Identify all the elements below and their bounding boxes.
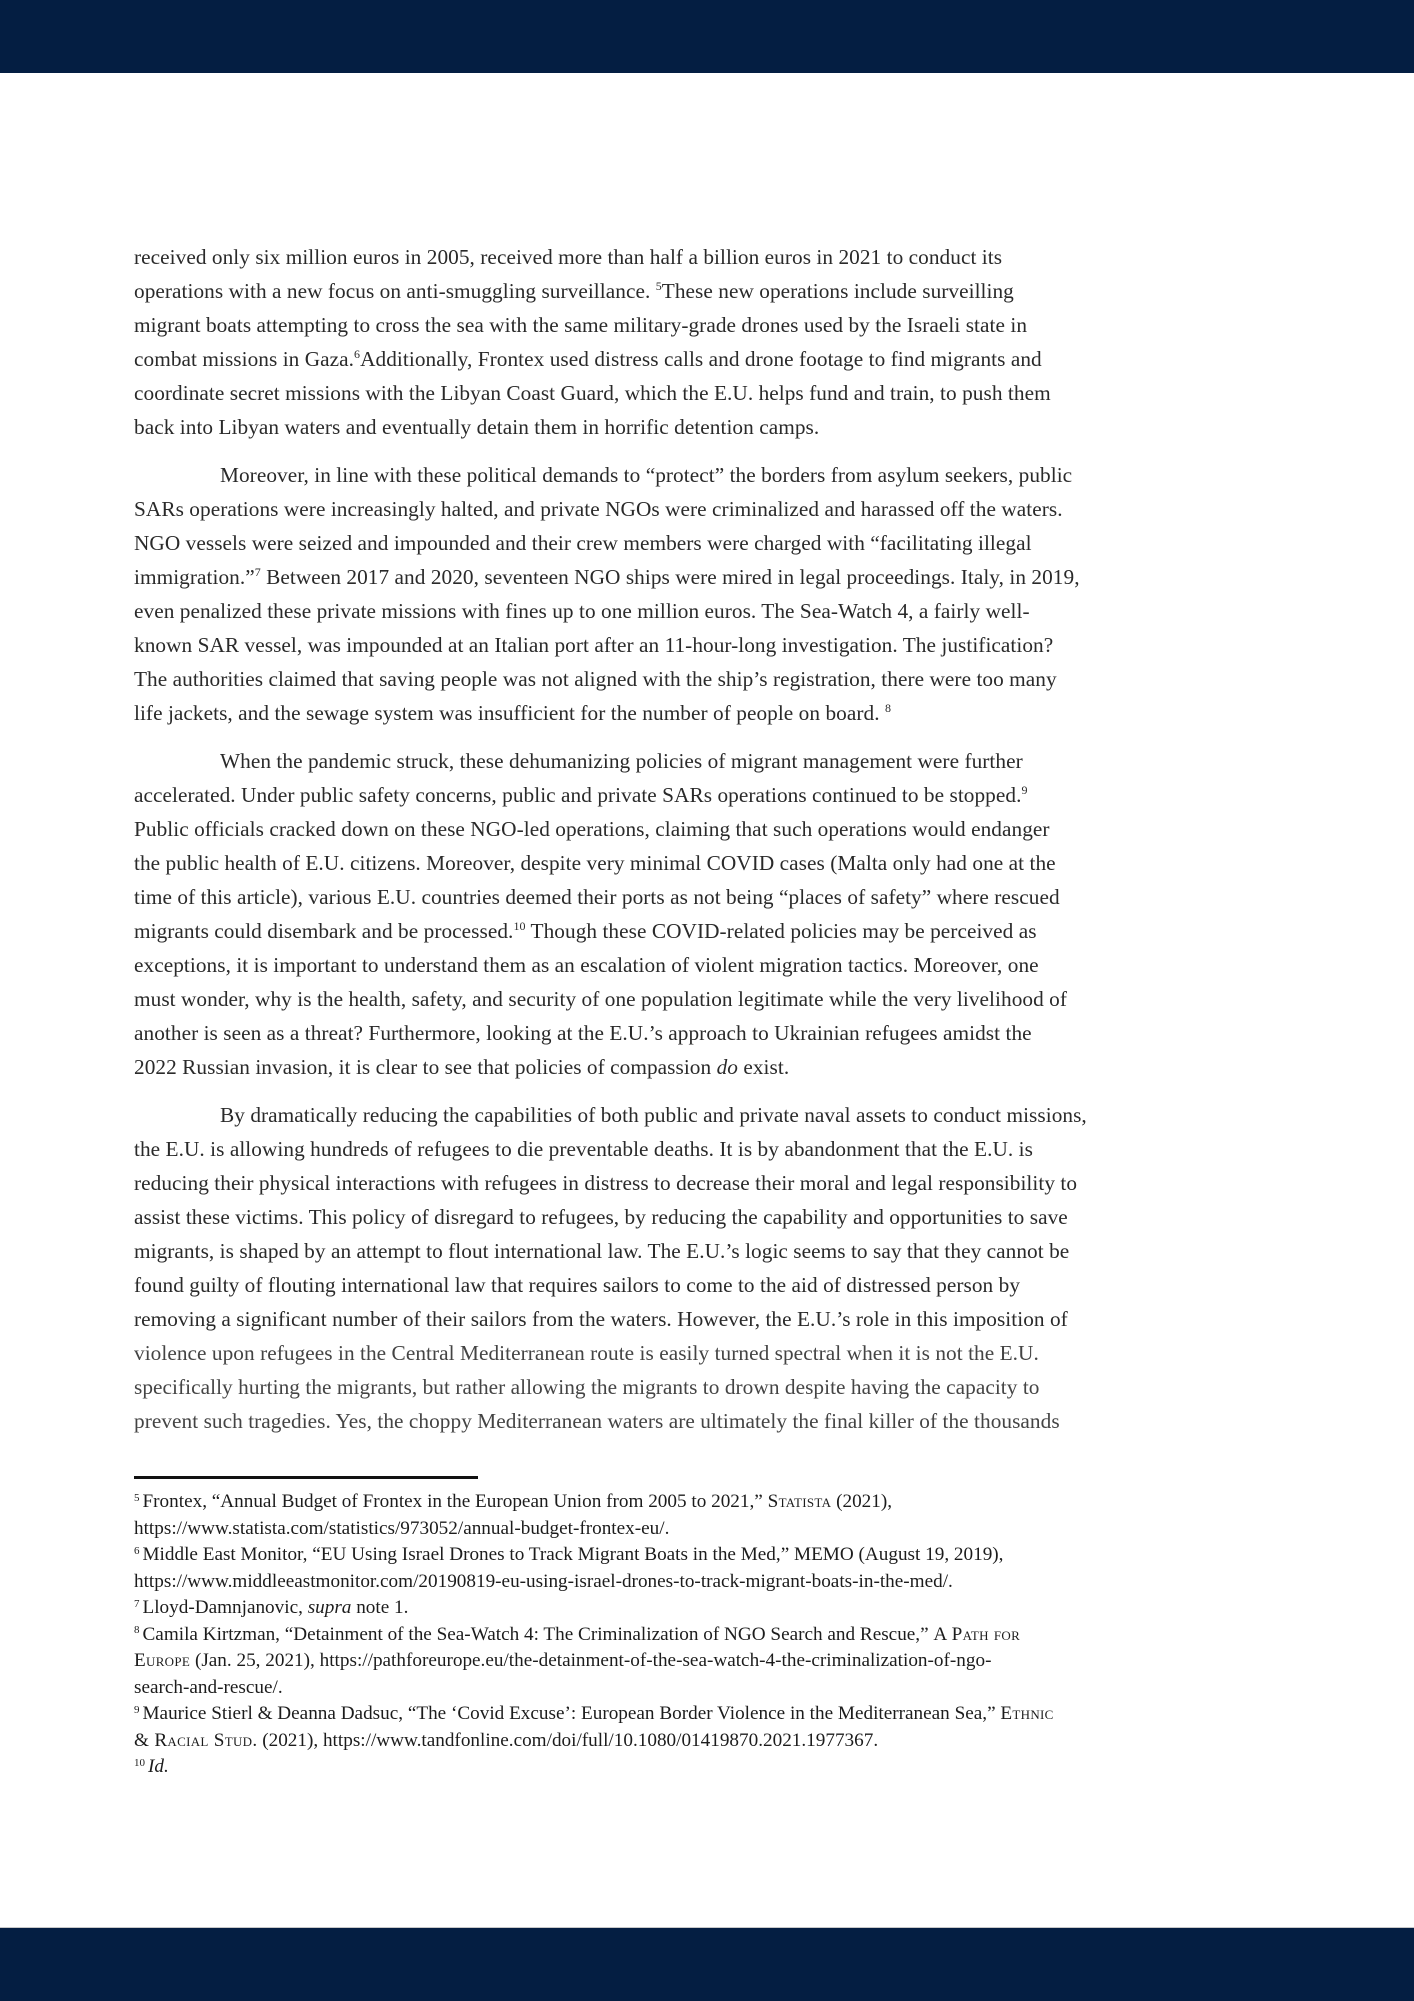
footnote-ref-8[interactable]: 8 xyxy=(884,701,892,716)
footnote-ref-9[interactable]: 9 xyxy=(1021,783,1028,798)
text-line: NGO vessels were seized and impounded and their crew members were charged with “facilitating illegal xyxy=(134,531,1032,555)
text-line: By dramatically reducing the capabilities of both public and private naval assets to conduct missions, xyxy=(220,1103,1087,1127)
text-line: migrants, is shaped by an attempt to flout international law. The E.U.’s logic seems to say that they cannot be xyxy=(134,1239,1070,1263)
footnote-line xyxy=(134,1728,1274,1755)
footnote-number: 8 xyxy=(134,1624,140,1637)
footnote-line xyxy=(134,1648,1274,1675)
footnote-url[interactable]: (Jan. 25, 2021), https://pathforeurope.eu/the-detainment-of-the-sea-watch-4-the-criminalization-of-ngo- xyxy=(190,1650,992,1671)
footnote-8 xyxy=(134,1622,1274,1702)
text-segment: note 1. xyxy=(351,1597,409,1618)
text-segment: Frontex, “Annual Budget of Frontex in the European Union from 2005 to 2021,” xyxy=(142,1491,768,1512)
footnote-ref-10[interactable]: 10 xyxy=(513,919,526,934)
text-segment: Camila Kirtzman, “Detainment of the Sea-Watch 4: The Criminalization of NGO Search and Rescue,” xyxy=(142,1623,934,1645)
text-line: coordinate secret missions with the Libyan Coast Guard, which the E.U. helps fund and train, to push them xyxy=(134,381,1051,405)
text-line xyxy=(134,914,1250,948)
text-line: the public health of E.U. citizens. Moreover, despite very minimal COVID cases (Malta only had one at the xyxy=(134,851,1056,875)
text-line: found guilty of flouting international law that requires sailors to come to the aid of distressed person by xyxy=(134,1273,1021,1297)
footnote-5 xyxy=(134,1489,1274,1542)
footnote-7 xyxy=(134,1595,1274,1622)
text-segment: combat missions in Gaza. xyxy=(134,347,355,371)
text-line: assist these victims. This policy of disregard to refugees, by reducing the capability and opportunities to save xyxy=(134,1205,1068,1229)
footnote-number: 6 xyxy=(134,1544,140,1557)
text-segment: (2021), xyxy=(831,1491,893,1512)
footnote-line xyxy=(134,1595,1274,1622)
text-segment: Lloyd-Damnjanovic, xyxy=(142,1597,308,1618)
text-line: migrant boats attempting to cross the sea with the same military-grade drones used by the Israeli state in xyxy=(134,313,1028,337)
text-line: must wonder, why is the health, safety, and security of one population legitimate while the very livelihood of xyxy=(134,987,1068,1011)
footnote-url[interactable]: search-and-rescue/. xyxy=(134,1676,283,1698)
text-line: prevent such tragedies. Yes, the choppy Mediterranean waters are ultimately the final killer of the thousands xyxy=(134,1409,1060,1433)
text-line: SARs operations were increasingly halted, and private NGOs were criminalized and harassed off the waters. xyxy=(134,497,1063,521)
emphasis-text: do xyxy=(716,1055,738,1079)
footnote-line xyxy=(134,1701,1274,1728)
text-line: received only six million euros in 2005, received more than half a billion euros in 2021 to conduct its xyxy=(134,245,1003,269)
footnote-number: 9 xyxy=(134,1703,140,1716)
text-line xyxy=(134,560,1250,594)
text-line: Moreover, in line with these political demands to “protect” the borders from asylum seekers, public xyxy=(220,463,1073,487)
text-line xyxy=(134,696,1250,730)
footnote-url[interactable]: https://www.statista.com/statistics/973052/annual-budget-frontex-eu/. xyxy=(134,1517,670,1539)
text-line: Public officials cracked down on these NGO-led operations, claiming that such operations would endanger xyxy=(134,817,1050,841)
paragraph-1 xyxy=(134,240,1250,444)
text-segment: Though these COVID-related policies may be perceived as xyxy=(525,919,1037,943)
text-line: exceptions, it is important to understand them as an escalation of violent migration tactics. Moreover, one xyxy=(134,953,1039,977)
emphasis-text: supra xyxy=(307,1597,352,1618)
paragraph-2 xyxy=(134,458,1250,730)
footnotes xyxy=(134,1489,1274,1781)
text-segment: exist. xyxy=(737,1055,790,1079)
footnote-url[interactable]: (2021), https://www.tandfonline.com/doi/full/10.1080/01419870.2021.1977367. xyxy=(257,1729,879,1751)
journal-name: Statista xyxy=(767,1491,832,1512)
text-segment: Maurice Stierl & Deanna Dadsuc, “The ‘Covid Excuse’: European Border Violence in the Mediterranean Sea,” xyxy=(142,1703,1001,1724)
footnote-line xyxy=(134,1622,1274,1649)
footnote-ref-5[interactable]: 5 xyxy=(655,279,662,294)
footnote-line xyxy=(134,1542,1274,1569)
footnote-10 xyxy=(134,1754,1274,1781)
text-segment: These new operations include surveilling xyxy=(661,279,1014,303)
journal-name: & Racial Stud. xyxy=(134,1729,258,1751)
text-line xyxy=(134,342,1250,376)
text-segment: Middle East Monitor, “EU Using Israel Drones to Track Migrant Boats in the Med,” MEMO (August 19, 2019), xyxy=(142,1544,1004,1565)
footnote-number: 7 xyxy=(134,1597,140,1610)
footnote-number: 5 xyxy=(134,1491,140,1504)
text-line: even penalized these private missions with fines up to one million euros. The Sea-Watch 4, a fairly well- xyxy=(134,599,1030,623)
document-body xyxy=(134,240,1250,1452)
text-line: another is seen as a threat? Furthermore, looking at the E.U.’s approach to Ukrainian refugees amidst the xyxy=(134,1021,1032,1045)
journal-name: Ethnic xyxy=(1000,1703,1054,1724)
text-line xyxy=(134,1050,1250,1084)
text-line: When the pandemic struck, these dehumanizing policies of migrant management were further xyxy=(220,749,1023,773)
text-segment: accelerated. Under public safety concerns, public and private SARs operations continued to be stopped. xyxy=(134,783,1022,807)
text-line: specifically hurting the migrants, but rather allowing the migrants to drown despite having the capacity to xyxy=(134,1375,1040,1399)
footnote-number: 10 xyxy=(134,1756,145,1769)
text-segment: operations with a new focus on anti-smuggling surveillance. xyxy=(134,279,656,303)
text-line: the E.U. is allowing hundreds of refugees to die preventable deaths. It is by abandonment that the E.U. is xyxy=(134,1137,1033,1161)
emphasis-text: Id. xyxy=(148,1756,169,1777)
text-line: removing a significant number of their sailors from the waters. However, the E.U.’s role in this imposition of xyxy=(134,1307,1068,1331)
text-segment: Additionally, Frontex used distress calls and drone footage to find migrants and xyxy=(360,347,1042,371)
footnote-line xyxy=(134,1489,1274,1516)
text-line xyxy=(134,778,1250,812)
text-line: violence upon refugees in the Central Mediterranean route is easily turned spectral when it is not the E.U. xyxy=(134,1341,1039,1365)
footnote-9 xyxy=(134,1701,1274,1754)
text-line: back into Libyan waters and eventually detain them in horrific detention camps. xyxy=(134,415,820,439)
footer-bar xyxy=(0,1927,1414,2001)
text-segment: Between 2017 and 2020, seventeen NGO ships were mired in legal proceedings. Italy, in 2019, xyxy=(260,565,1080,589)
footnote-line xyxy=(134,1754,1274,1781)
journal-name: Europe xyxy=(134,1650,191,1671)
text-line: The authorities claimed that saving people was not aligned with the ship’s registration, there were too many xyxy=(134,667,1057,691)
header-bar xyxy=(0,0,1414,73)
footnote-6 xyxy=(134,1542,1274,1595)
text-line: time of this article), various E.U. countries deemed their ports as not being “places of safety” where rescued xyxy=(134,885,1060,909)
text-segment: life jackets, and the sewage system was insufficient for the number of people on board. xyxy=(134,701,885,725)
text-segment: migrants could disembark and be processed. xyxy=(134,919,514,943)
footnote-url[interactable]: https://www.middleeastmonitor.com/20190819-eu-using-israel-drones-to-track-migrant-boats-in-the-med/. xyxy=(134,1570,953,1592)
footnote-separator xyxy=(134,1476,478,1479)
footnote-ref-7[interactable]: 7 xyxy=(254,565,261,580)
text-line xyxy=(134,274,1250,308)
paragraph-3 xyxy=(134,744,1250,1084)
text-segment: 2022 Russian invasion, it is clear to see that policies of compassion xyxy=(134,1055,717,1079)
text-line: known SAR vessel, was impounded at an Italian port after an 11-hour-long investigation. The justification? xyxy=(134,633,1054,657)
text-segment: immigration.” xyxy=(134,565,255,589)
text-line: reducing their physical interactions with refugees in distress to decrease their moral and legal responsibility to xyxy=(134,1171,1078,1195)
footnote-ref-6[interactable]: 6 xyxy=(354,347,361,362)
paragraph-4 xyxy=(134,1098,1250,1438)
journal-name: A Path for xyxy=(933,1623,1021,1645)
